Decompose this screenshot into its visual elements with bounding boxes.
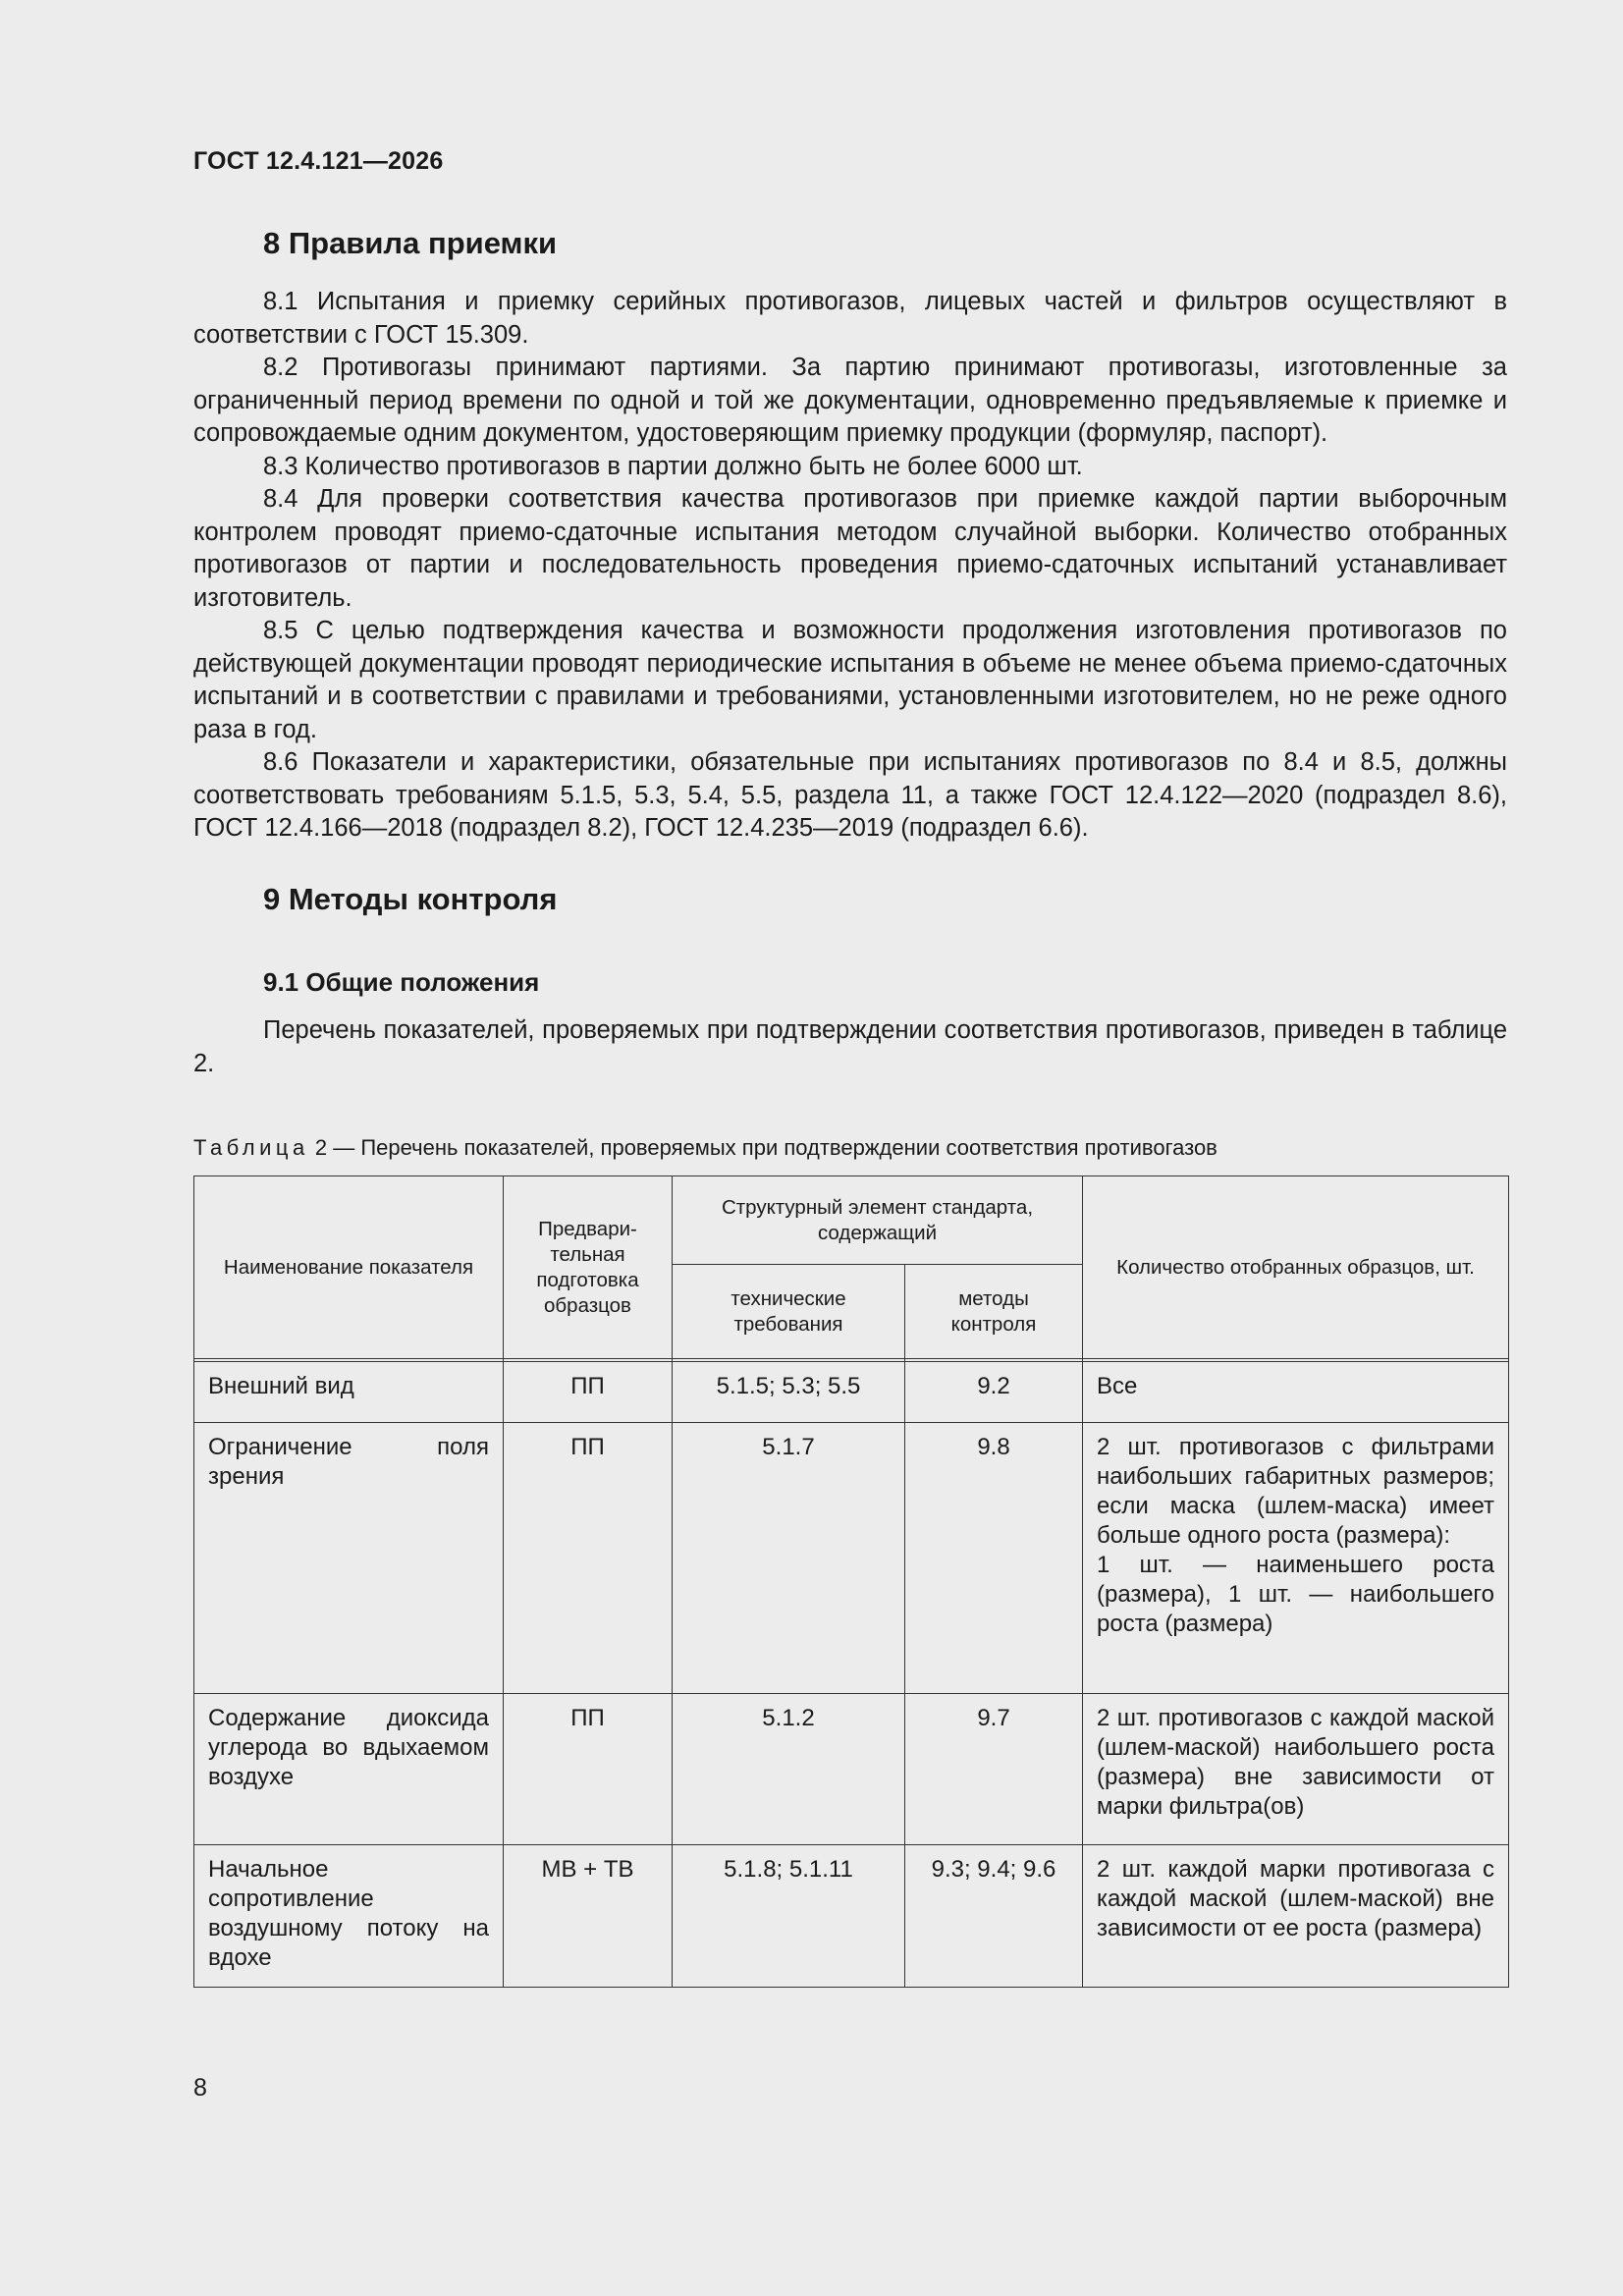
table-row bbox=[194, 1694, 1509, 1845]
page-number: 8 bbox=[193, 2074, 207, 2102]
section-8-body bbox=[193, 286, 1507, 846]
cell-samples: 2 шт. противогазов с каждой маской (шлем-маской) наибольшего роста (размера) вне зависимости от марки фильтра(ов) bbox=[1083, 1694, 1509, 1845]
cell-methods: 9.7 bbox=[905, 1694, 1083, 1845]
header-name: Наименование показателя bbox=[194, 1176, 504, 1359]
table-row bbox=[194, 1362, 1509, 1423]
paragraph-8-5: 8.5 С целью подтверждения качества и возможности продолжения изготовления противогазов по действующей документации проводят периодические испытания в объеме не менее объема приемо-сдаточных испытаний и в соответствии с правилами и требованиями, установленными изготовителем, но не реже одного раза в год. bbox=[193, 617, 1507, 743]
paragraph-8-1: 8.1 Испытания и приемку серийных противогазов, лицевых частей и фильтров осуществляют в соответствии с ГОСТ 15.309. bbox=[193, 288, 1507, 349]
cell-tech: 5.1.7 bbox=[673, 1423, 905, 1694]
cell-name: Внешний вид bbox=[194, 1362, 504, 1423]
cell-methods: 9.2 bbox=[905, 1362, 1083, 1423]
cell-name: Содержание диоксида углерода во вдыхаемом воздухе bbox=[194, 1694, 504, 1845]
header-prep: Предвари- тельная подготовка образцов bbox=[504, 1176, 673, 1359]
section-9-title: 9 Методы контроля bbox=[263, 882, 558, 916]
document-code: ГОСТ 12.4.121—2026 bbox=[193, 147, 444, 175]
indicators-table bbox=[193, 1175, 1509, 1988]
table-row bbox=[194, 1423, 1509, 1694]
table-header-row-1 bbox=[194, 1176, 1509, 1265]
subsection-9-1-title: 9.1 Общие положения bbox=[263, 967, 540, 997]
table-caption-prefix: Таблица bbox=[193, 1135, 309, 1160]
paragraph-8-6: 8.6 Показатели и характеристики, обязательные при испытаниях противогазов по 8.4 и 8.5, должны соответствовать требованиям 5.1.5, 5.3, 5.4, 5.5, раздела 11, а также ГОСТ 12.4.122—2020 (подраздел 8.6), ГОСТ 12.4.166—2018 (подраздел 8.2), ГОСТ 12.4.235—2019 (подраздел 6.6). bbox=[193, 748, 1507, 842]
cell-tech: 5.1.2 bbox=[673, 1694, 905, 1845]
cell-name: Ограничение поля зрения bbox=[194, 1423, 504, 1694]
paragraph-8-3: 8.3 Количество противогазов в партии должно быть не более 6000 шт. bbox=[263, 452, 1083, 480]
cell-tech: 5.1.5; 5.3; 5.5 bbox=[673, 1362, 905, 1423]
cell-prep: МВ + ТВ bbox=[504, 1845, 673, 1988]
section-9-intro bbox=[193, 1014, 1507, 1080]
cell-prep: ПП bbox=[504, 1423, 673, 1694]
table-caption-text: 2 — Перечень показателей, проверяемых при подтверждении соответствия противогазов bbox=[308, 1135, 1217, 1160]
section-8-title: 8 Правила приемки bbox=[263, 226, 558, 260]
header-methods: методы контроля bbox=[905, 1265, 1083, 1359]
cell-prep: ПП bbox=[504, 1362, 673, 1423]
table-row bbox=[194, 1845, 1509, 1988]
cell-samples: 2 шт. противогазов с фильтрами наибольших габаритных размеров; если маска (шлем-маска) имеет больше одного роста (размера): 1 шт. — наименьшего роста (размера), 1 шт. — наибольшего роста (размера) bbox=[1083, 1423, 1509, 1694]
cell-samples: Все bbox=[1083, 1362, 1509, 1423]
cell-name: Начальное сопротивление воздушному потоку на вдохе bbox=[194, 1845, 504, 1988]
table-caption bbox=[193, 1135, 1217, 1161]
header-struct: Структурный элемент стандарта, содержащий bbox=[673, 1176, 1083, 1265]
header-tech: технические требования bbox=[673, 1265, 905, 1359]
header-samples: Количество отобранных образцов, шт. bbox=[1083, 1176, 1509, 1359]
paragraph-8-4: 8.4 Для проверки соответствия качества противогазов при приемке каждой партии выборочным контролем проводят приемо-сдаточные испытания методом случайной выборки. Количество отобранных противогазов от партии и последовательность проведения приемо-сдаточных испытаний устанавливает изготовитель. bbox=[193, 485, 1507, 612]
cell-tech: 5.1.8; 5.1.11 bbox=[673, 1845, 905, 1988]
paragraph-9-1-intro: Перечень показателей, проверяемых при подтверждении соответствия противогазов, приведен в таблице 2. bbox=[193, 1016, 1507, 1077]
cell-samples: 2 шт. каждой марки противогаза с каждой маской (шлем-маской) вне зависимости от ее роста (размера) bbox=[1083, 1845, 1509, 1988]
cell-prep: ПП bbox=[504, 1694, 673, 1845]
cell-methods: 9.3; 9.4; 9.6 bbox=[905, 1845, 1083, 1988]
paragraph-8-2: 8.2 Противогазы принимают партиями. За партию принимают противогазы, изготовленные за ограниченный период времени по одной и той же документации, одновременно предъявляемые к приемке и сопровождаемые одним документом, удостоверяющим приемку продукции (формуляр, паспорт). bbox=[193, 354, 1507, 447]
cell-methods: 9.8 bbox=[905, 1423, 1083, 1694]
